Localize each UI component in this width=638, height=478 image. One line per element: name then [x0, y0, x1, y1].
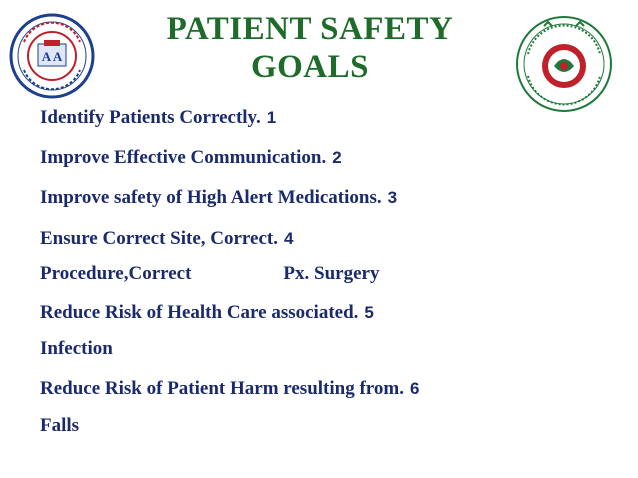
- goal-number: 4: [283, 229, 294, 248]
- goal-text-suffix: Px. Surgery: [283, 263, 380, 284]
- goal-line-4-continued: [40, 263, 379, 285]
- goal-line-6-continued: [40, 415, 79, 437]
- goal-text: Ensure Correct Site, Correct.: [40, 228, 278, 249]
- goal-text: Falls: [40, 415, 80, 436]
- goal-text: Infection: [40, 338, 113, 359]
- goal-line-5-continued: [40, 338, 113, 360]
- goal-text: Reduce Risk of Health Care associated.: [40, 302, 359, 323]
- title-line-2: GOALS: [250, 49, 370, 85]
- goal-number: 1: [266, 108, 277, 127]
- goal-text: Improve Effective Communication.: [40, 147, 327, 168]
- goal-number: 3: [387, 188, 398, 207]
- goal-line-3: [40, 187, 397, 209]
- goal-number: 2: [332, 148, 342, 167]
- goal-text: Improve safety of High Alert Medications.: [40, 187, 382, 208]
- goal-text: Reduce Risk of Patient Harm resulting from.: [40, 378, 404, 399]
- goal-text: Procedure,Correct: [40, 263, 192, 284]
- goal-text: Identify Patients Correctly.: [40, 107, 261, 128]
- goal-line-1: [40, 107, 276, 129]
- goal-line-6: [40, 378, 419, 400]
- accreditation-logo-icon: [514, 14, 614, 114]
- slide-title: [150, 10, 470, 86]
- goal-line-4: [40, 228, 293, 250]
- goal-number: 5: [364, 303, 374, 322]
- logo-letters: A A: [41, 49, 63, 64]
- goal-line-5: [40, 302, 374, 324]
- hospital-logo-icon: [8, 12, 96, 100]
- goal-line-2: [40, 147, 342, 169]
- goal-number: 6: [409, 379, 420, 398]
- title-line-1: PATIENT SAFETY: [166, 11, 454, 47]
